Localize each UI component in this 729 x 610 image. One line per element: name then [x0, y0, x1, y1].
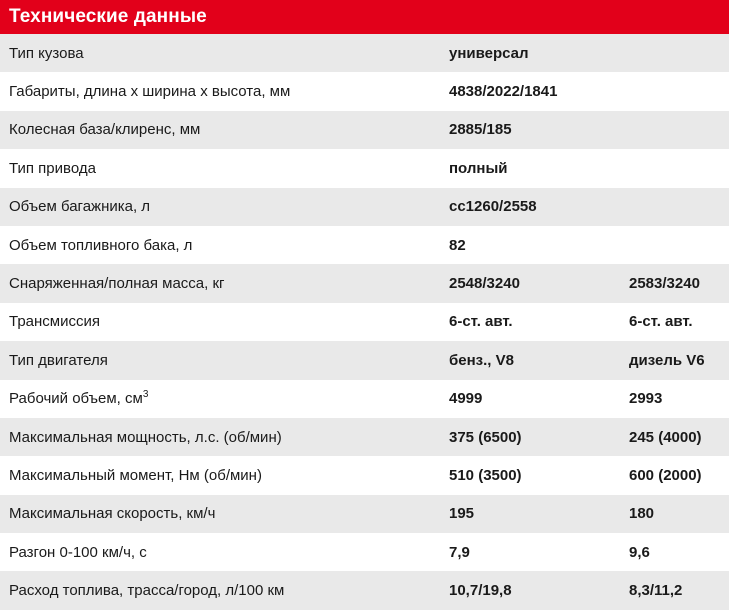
spec-label: Трансмиссия: [9, 313, 100, 331]
spec-value-primary: сc1260/2558: [449, 198, 537, 216]
spec-label: Максимальный момент, Нм (об/мин): [9, 466, 262, 484]
spec-value-secondary: 2993: [629, 390, 663, 408]
spec-value-primary: 510 (3500): [449, 466, 522, 484]
spec-value-primary: 4999: [449, 390, 483, 408]
spec-value-primary: универсал: [449, 44, 529, 62]
spec-value-secondary: дизель V6: [629, 351, 705, 369]
spec-label: Максимальная скорость, км/ч: [9, 505, 216, 523]
spec-label: Максимальная мощность, л.с. (об/мин): [9, 428, 282, 446]
spec-value-primary: бенз., V8: [449, 351, 514, 369]
table-row: [0, 188, 729, 226]
page-title: Технические данные: [0, 0, 729, 34]
spec-value-primary: 10,7/19,8: [449, 582, 512, 600]
spec-label: Расход топлива, трасса/город, л/100 км: [9, 582, 285, 600]
spec-value-secondary: 245 (4000): [629, 428, 702, 446]
spec-value-secondary: 2583/3240: [629, 275, 700, 293]
spec-label: Тип двигателя: [9, 351, 108, 369]
spec-value-primary: полный: [449, 159, 508, 177]
table-row: [0, 226, 729, 264]
spec-value-primary: 2548/3240: [449, 275, 520, 293]
table-row: [0, 571, 729, 609]
table-row: [0, 72, 729, 110]
table-row: [0, 303, 729, 341]
table-row: [0, 495, 729, 533]
spec-table: [0, 34, 729, 610]
spec-value-primary: 82: [449, 236, 466, 254]
spec-label: Рабочий объем, $см^3$: [9, 390, 149, 408]
table-row: [0, 149, 729, 187]
spec-label: Габариты, длина х ширина х высота, мм: [9, 83, 291, 101]
spec-label: Снаряженная/полная масса, кг: [9, 275, 225, 293]
table-row: [0, 456, 729, 494]
table-row: [0, 264, 729, 302]
table-row: [0, 380, 729, 418]
spec-value-primary: 2885/185: [449, 121, 512, 139]
spec-label: Колесная база/клиренс, мм: [9, 121, 201, 139]
spec-value-secondary: 9,6: [629, 543, 650, 561]
spec-value-primary: 7,9: [449, 543, 470, 561]
spec-value-secondary: 8,3/11,2: [629, 582, 683, 600]
spec-value-secondary: 600 (2000): [629, 466, 702, 484]
spec-value-primary: 4838/2022/1841: [449, 83, 558, 101]
spec-label: Объем топливного бака, л: [9, 236, 193, 254]
spec-label: Тип привода: [9, 159, 96, 177]
spec-value-secondary: 6-ст. авт.: [629, 313, 693, 331]
table-row: [0, 111, 729, 149]
table-row: [0, 533, 729, 571]
spec-value-secondary: 180: [629, 505, 655, 523]
table-row: [0, 418, 729, 456]
spec-label: Разгон 0-100 км/ч, с: [9, 543, 147, 561]
spec-value-primary: 195: [449, 505, 475, 523]
table-row: [0, 341, 729, 379]
table-row: [0, 34, 729, 72]
spec-label: Тип кузова: [9, 44, 84, 62]
spec-label: Объем багажника, л: [9, 198, 151, 216]
spec-label-superscript: 3: [142, 390, 149, 401]
spec-value-primary: 375 (6500): [449, 428, 522, 446]
spec-value-primary: 6-ст. авт.: [449, 313, 513, 331]
